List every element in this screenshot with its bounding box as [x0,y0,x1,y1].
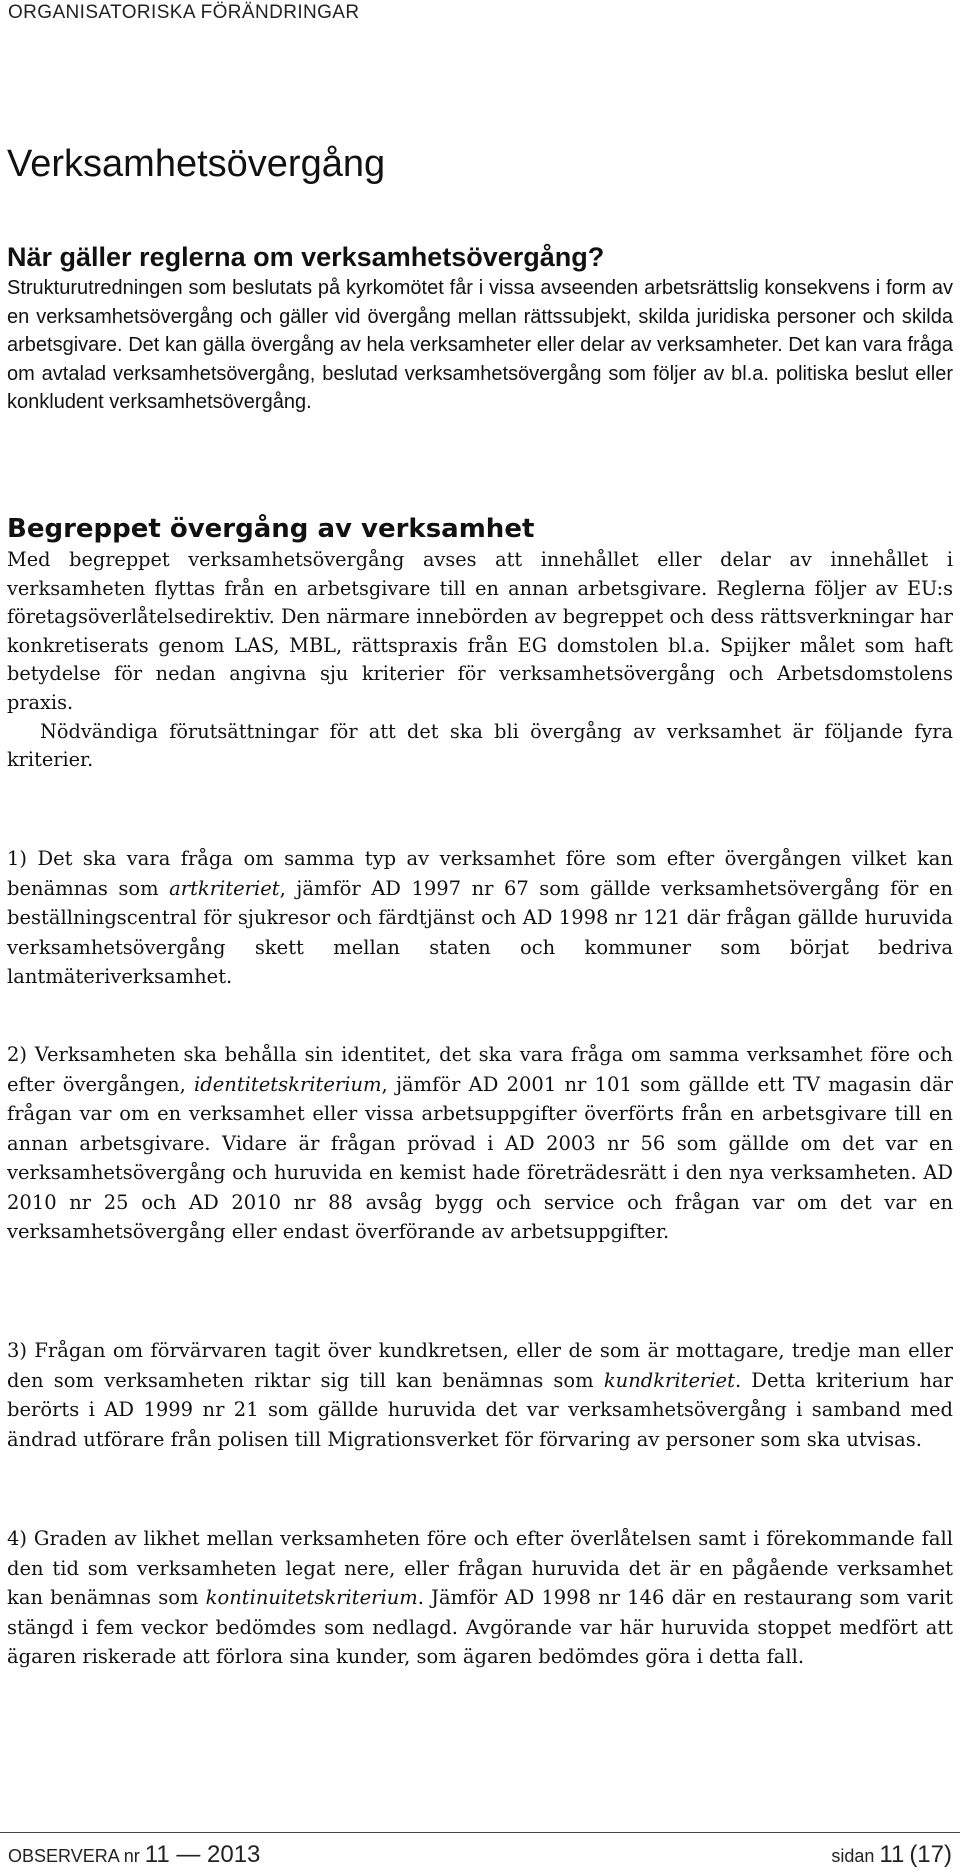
publication-name: OBSERVERA nr [8,1846,140,1866]
criterion-text-before: 1) Det ska vara fråga om samma typ av verksamhet före som efter övergången vilket kan benämnas som [7,847,953,900]
section-heading: När gäller reglerna om verksamhetsövergång? [7,242,605,272]
criterion-term: kundkriteriet [603,1368,735,1392]
page-label: sidan [831,1846,875,1866]
criterion-text [7,1040,953,1247]
body-paragraph: Nödvändiga förutsättningar för att det ska bli övergång av verksamhet är följande fyra kriterier. [7,719,953,772]
running-head: ORGANISATORISKA FÖRÄNDRINGAR [8,2,360,23]
criterion-4 [7,1524,953,1672]
criterion-term: artkriteriet [169,876,280,900]
body-paragraph: Med begreppet verksamhetsövergång avses att innehållet eller delar av innehållet i verksamheten flyttas från en arbetsgivare till en annan arbetsgivare. Reglerna följer av EU:s företagsöverlåtelsedirektiv. Den närmare innebörden av begreppet och dess rättsverkningar har konkretiserats genom LAS, MBL, rättspraxis från EG domstolen bl.a. Spijker målet som haft betydelse för nedan angivna sju kriterier för verksamhetsövergång och Arbetsdomstolens praxis. [7,548,953,714]
footer-publication [8,1841,260,1869]
page-footer [0,1832,960,1869]
page-number: 11 [879,1841,905,1868]
criterion-3 [7,1336,953,1454]
body-paragraph: Strukturutredningen som beslutats på kyrkomötet får i vissa avseenden arbetsrättslig konsekvens i form av en verksamhetsövergång och gäller vid övergång mellan rättssubjekt, skilda juridiska personer och skilda arbetsgivare. Det kan gälla övergång av hela verksamheter eller delar av verksamheter. Det kan vara fråga om avtalad verksamhetsövergång, beslutad verksamhetsövergång som följer av bl.a. politiska beslut eller konkludent verksamhetsövergång. [7,277,953,414]
criterion-text-after: . Detta kriterium har berörts i AD 1999 nr 21 som gällde huruvida det var verksamhetsövergång i samband med ändrad utförare från polisen till Migrationsverket för förvaring av personer som ska utvisas. [7,1368,954,1451]
criterion-text-before: 4) Graden av likhet mellan verksamheten före och efter överlåtelsen samt i förekommande fall den tid som verksamheten legat nere, eller frågan huruvida det är en pågående verksamhet kan benämnas som [7,1527,953,1609]
criterion-term: kontinuitetskriterium [205,1586,418,1609]
criterion-text-before: 2) Verksamheten ska behålla sin identitet, det ska vara fråga om samma verksamhet före och efter övergången, [7,1043,953,1096]
criterion-1 [7,844,953,992]
criterion-text-before: 3) Frågan om förvärvaren tagit över kundkretsen, eller de som är mottagare, tredje man eller den som verksamheten riktar sig till kan benämnas som [7,1339,953,1392]
section-when-rules-apply [7,240,953,417]
criterion-text [7,1524,953,1672]
criterion-text-after: , jämför AD 2001 nr 101 som gällde ett TV magasin där frågan var om en verksamhet eller vissa arbetsuppgifter överförts från en arbetsgivare till en annan arbetsgivare. Vidare är frågan prövad i AD 2003 nr 56 som gällde om det var en verksamhetsövergång och huruvida en kemist hade företrädesrätt i den nya verksamheten. AD 2010 nr 25 och AD 2010 nr 88 avsåg bygg och service och frågan var om det var en verksamhetsövergång eller endast överförande av arbetsuppgifter. [7,1072,953,1243]
footer-page [831,1841,952,1869]
criterion-text [7,1336,953,1454]
issue-number: 11 — 2013 [144,1841,261,1868]
page-title: Verksamhetsövergång [7,143,386,185]
criterion-2 [7,1040,953,1247]
section-heading: Begreppet övergång av verksamhet [7,514,535,544]
criterion-text-after: , jämför AD 1997 nr 67 som gällde verksamhetsövergång för en beställningscentral för sjukresor och färdtjänst och AD 1998 nr 121 där frågan gällde huruvida verksamhetsövergång skett mellan staten och kommuner som börjat bedriva lantmäteriverksamhet. [7,876,953,988]
criterion-text-after: . Jämför AD 1998 nr 146 där en restaurang som varit stängd i fem veckor bedömdes som nedlagd. Avgörande var här huruvida stoppet medfört att ägaren riskerade att förlora sina kunder, som ägaren bedömdes göra i detta fall. [7,1586,953,1668]
section-concept [7,512,953,775]
criterion-term: identitetskriterium [194,1072,382,1096]
criterion-text [7,844,953,992]
page-total: (17) [909,1841,952,1868]
